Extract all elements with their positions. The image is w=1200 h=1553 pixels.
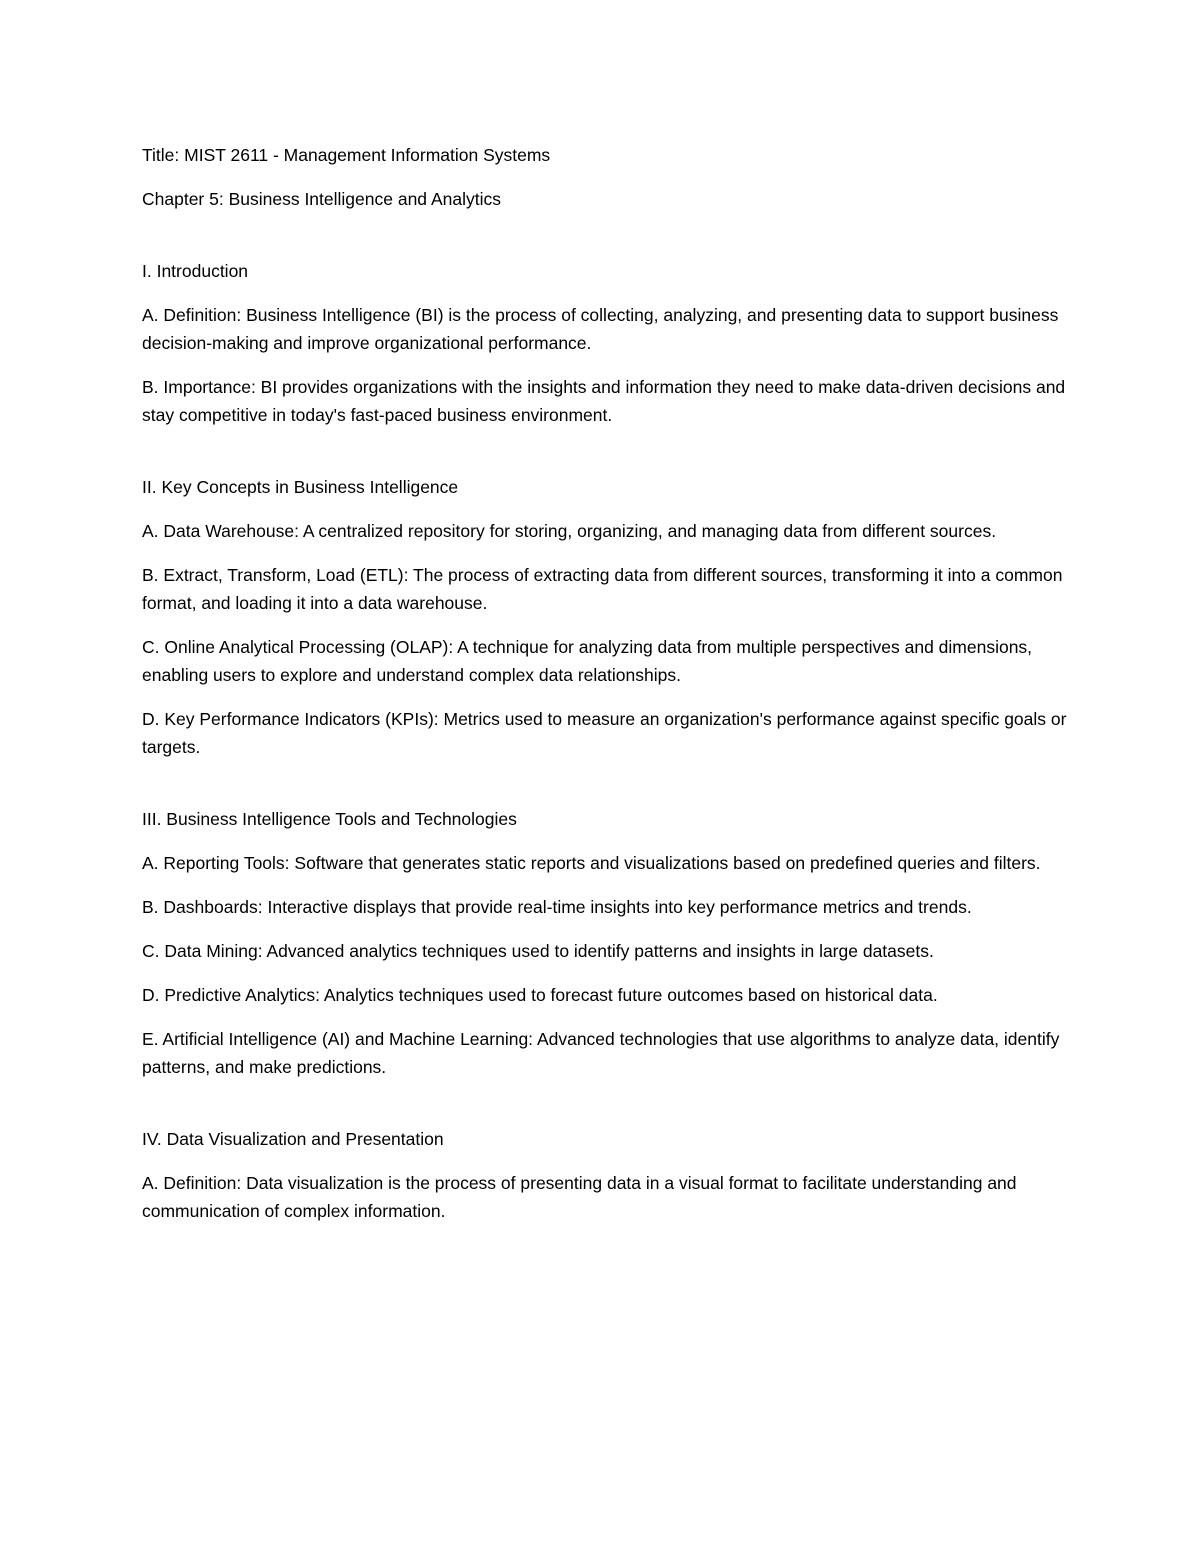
section-item: B. Importance: BI provides organizations with the insights and information they need to make data-driven decisions and stay competitive in today's fast-paced business environment. bbox=[142, 377, 1066, 425]
section-heading: I. Introduction bbox=[142, 261, 249, 281]
section-item: C. Data Mining: Advanced analytics techniques used to identify patterns and insights in large datasets. bbox=[142, 941, 934, 961]
section-item: B. Dashboards: Interactive displays that provide real-time insights into key performance metrics and trends. bbox=[142, 897, 972, 917]
section-tools-technologies bbox=[142, 805, 1072, 1081]
document-body bbox=[142, 141, 1072, 1241]
section-item: C. Online Analytical Processing (OLAP): A technique for analyzing data from multiple perspectives and dimensions, enabling users to explore and understand complex data relationships. bbox=[142, 637, 1033, 685]
section-item: E. Artificial Intelligence (AI) and Machine Learning: Advanced technologies that use algorithms to analyze data, identify patterns, and make predictions. bbox=[142, 1029, 1060, 1077]
document-title: Title: MIST 2611 - Management Information Systems bbox=[142, 145, 551, 165]
section-heading: II. Key Concepts in Business Intelligence bbox=[142, 477, 459, 497]
section-item: A. Reporting Tools: Software that generates static reports and visualizations based on predefined queries and filters. bbox=[142, 853, 1041, 873]
section-key-concepts bbox=[142, 473, 1072, 761]
section-item: B. Extract, Transform, Load (ETL): The process of extracting data from different sources, transforming it into a common format, and loading it into a data warehouse. bbox=[142, 565, 1063, 613]
chapter-title: Chapter 5: Business Intelligence and Analytics bbox=[142, 189, 501, 209]
section-item: A. Definition: Business Intelligence (BI) is the process of collecting, analyzing, and presenting data to support business decision-making and improve organizational performance. bbox=[142, 305, 1059, 353]
section-item: A. Definition: Data visualization is the process of presenting data in a visual format to facilitate understanding and communication of complex information. bbox=[142, 1173, 1017, 1221]
section-heading: III. Business Intelligence Tools and Technologies bbox=[142, 809, 517, 829]
section-item: D. Key Performance Indicators (KPIs): Metrics used to measure an organization's performance against specific goals or targets. bbox=[142, 709, 1067, 757]
section-item: D. Predictive Analytics: Analytics techniques used to forecast future outcomes based on historical data. bbox=[142, 985, 938, 1005]
section-item: A. Data Warehouse: A centralized repository for storing, organizing, and managing data from different sources. bbox=[142, 521, 997, 541]
section-data-visualization bbox=[142, 1125, 1072, 1225]
section-heading: IV. Data Visualization and Presentation bbox=[142, 1129, 444, 1149]
section-introduction bbox=[142, 257, 1072, 429]
